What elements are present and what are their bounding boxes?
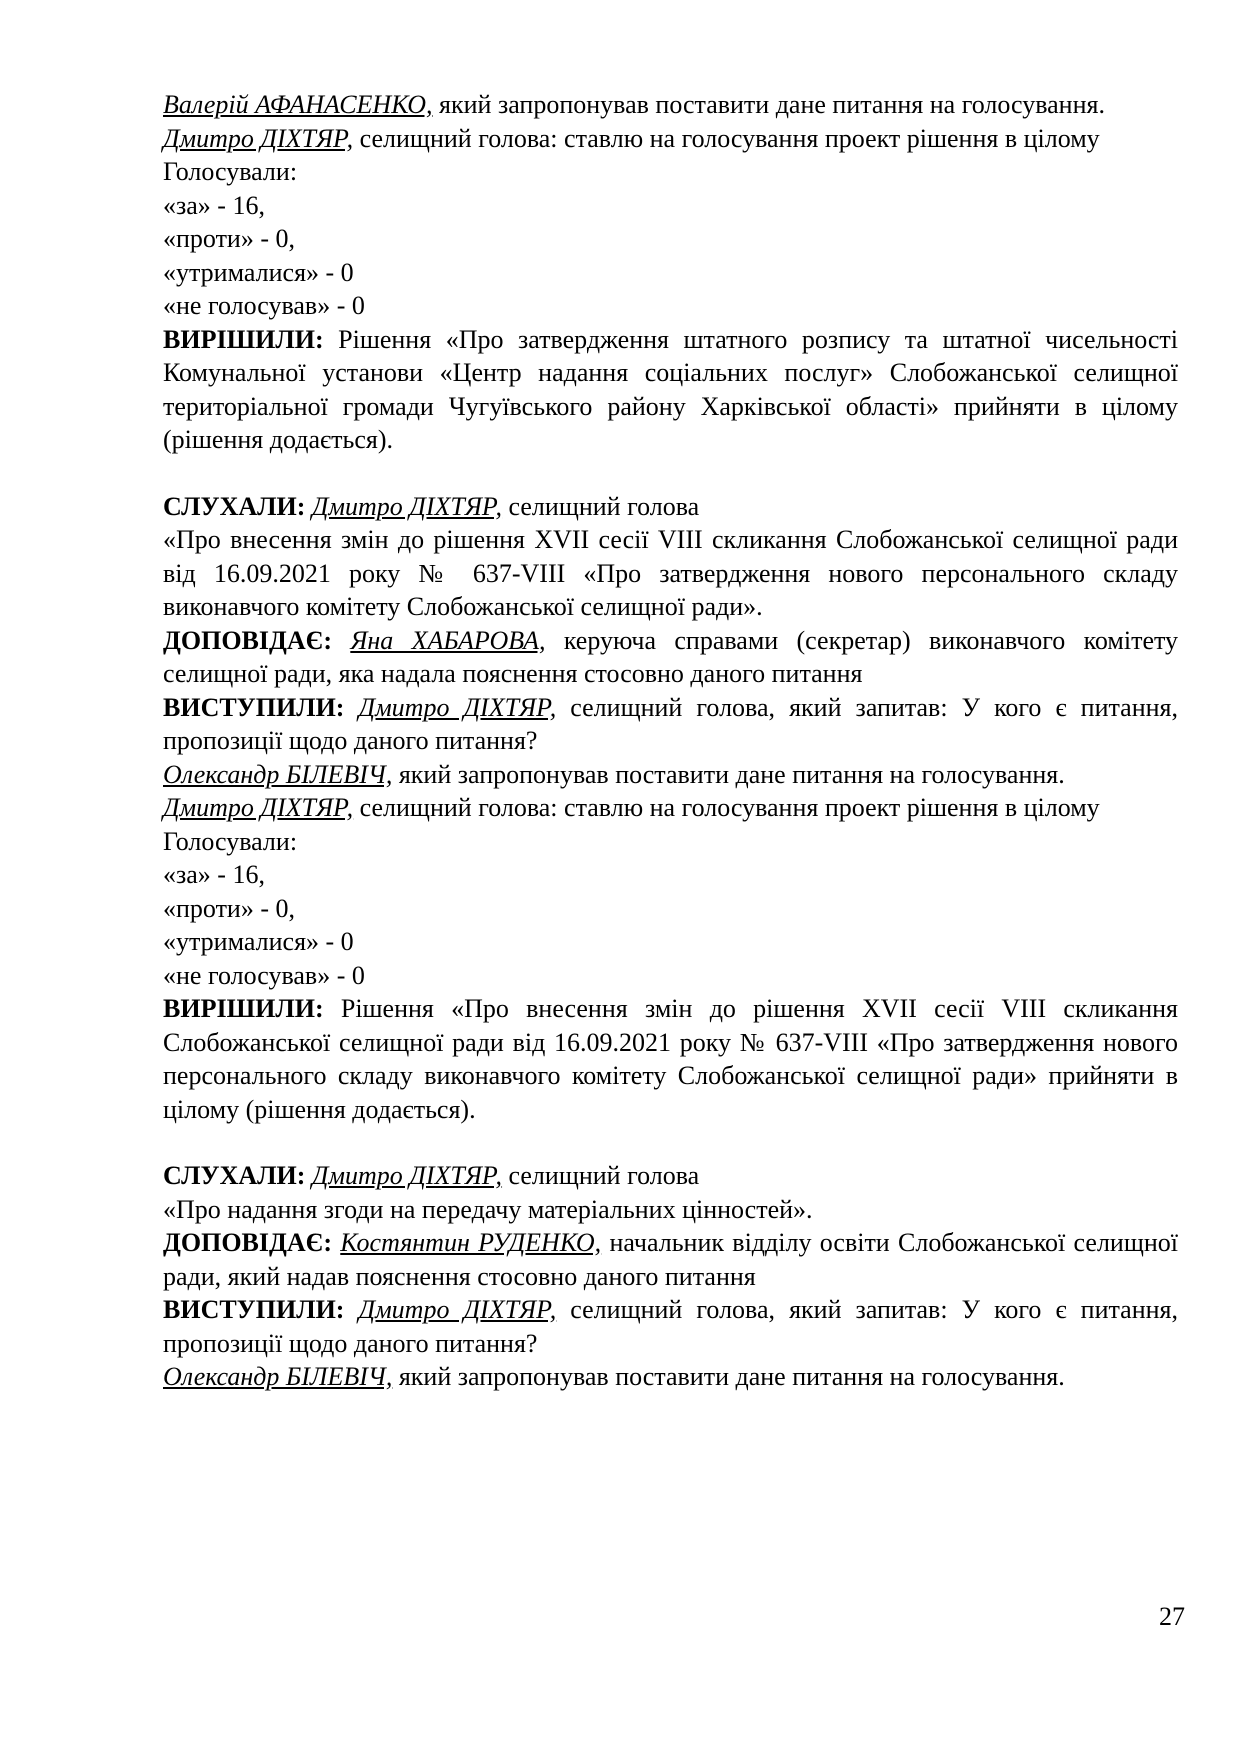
speaker-name: Дмитро ДІХТЯР,	[163, 123, 354, 153]
proposal-paragraph	[163, 758, 1178, 792]
agenda-topic: «Про внесення змін до рішення XVII сесії VIII скликання Слобожанської селищної ради від 16.09.2021 року № 637-VIII «Про затвердження нового персонального складу виконавчого комітету Слобожанської селищної ради».	[163, 525, 1178, 621]
speaker-name: Костянтин РУДЕНКО,	[340, 1228, 602, 1257]
reports-label: ДОПОВІДАЄ:	[163, 1228, 332, 1257]
proposal-text: який запропонував поставити дане питання на голосування.	[392, 759, 1065, 789]
proposal-text: який запропонував поставити дане питання на голосування.	[392, 1362, 1065, 1391]
spoke-paragraph	[163, 1293, 1178, 1360]
speaker-name: Валерій АФАНАСЕНКО,	[163, 90, 433, 119]
votes-against: «проти» - 0,	[163, 893, 296, 923]
votes-heading: Голосували:	[163, 826, 298, 856]
spoke-text: селищний голова, який запитав: У кого є питання, пропозиції щодо даного питання?	[163, 1295, 1179, 1358]
votes-not-voted: «не голосував» - 0	[163, 960, 365, 990]
reports-paragraph	[163, 624, 1178, 691]
agenda-topic: «Про надання згоди на передачу матеріальних цінностей».	[163, 1194, 813, 1224]
speaker-name: Олександр БІЛЕВІЧ,	[163, 759, 393, 789]
heard-label: СЛУХАЛИ:	[163, 1161, 306, 1190]
resolution-text: Рішення «Про внесення змін до рішення XVII сесії VIII скликання Слобожанської селищної ради від 16.09.2021 року № 637-VIII «Про затвердження нового персонального складу виконавчого комітету Слобожанської селищної ради» прийняти в цілому (рішення додається).	[163, 994, 1178, 1124]
resolution-paragraph	[163, 323, 1178, 457]
resolved-label: ВИРІШИЛИ:	[163, 994, 324, 1023]
spoke-paragraph	[163, 691, 1178, 758]
spoke-label: ВИСТУПИЛИ:	[163, 692, 345, 722]
speaker-name: Дмитро ДІХТЯР,	[311, 1161, 503, 1190]
votes-heading: Голосували:	[163, 157, 298, 186]
heard-paragraph	[163, 490, 1178, 524]
speaker-name: Олександр БІЛЕВІЧ,	[163, 1362, 393, 1391]
reports-paragraph	[163, 1226, 1178, 1293]
reports-text: начальник відділу освіти Слобожанської селищної ради, який надав пояснення стосовно даного питання	[163, 1228, 1178, 1291]
proposal-paragraph	[163, 88, 1178, 122]
speaker-name: Дмитро ДІХТЯР,	[311, 491, 503, 521]
proposal-text: який запропонував поставити дане питання на голосування.	[432, 90, 1105, 119]
votes-abstained: «утрималися» - 0	[163, 257, 354, 287]
vote-call-text: селищний голова: ставлю на голосування проект рішення в цілому	[353, 793, 1100, 822]
resolution-text: Рішення «Про затвердження штатного розпису та штатної чисельності Комунальної установи «Центр надання соціальних послуг» Слобожанської селищної територіальної громади Чугуївського району Харківської області» прийняти в цілому (рішення додається).	[163, 324, 1178, 454]
votes-abstained: «утрималися» - 0	[163, 927, 354, 956]
proposal-paragraph	[163, 1360, 1178, 1394]
speaker-name: Дмитро ДІХТЯР,	[358, 692, 557, 722]
votes-against: «проти» - 0,	[163, 224, 296, 253]
votes-not-voted: «не голосував» - 0	[163, 291, 365, 320]
speaker-name: Яна ХАБАРОВА,	[350, 625, 546, 655]
reports-text: керуюча справами (секретар) виконавчого комітету селищної ради, яка надала пояснення стосовно даного питання	[163, 625, 1179, 688]
speaker-name: Дмитро ДІХТЯР,	[358, 1295, 557, 1324]
vote-call-paragraph	[163, 791, 1178, 825]
vote-call-paragraph	[163, 122, 1178, 156]
vote-call-text: селищний голова: ставлю на голосування проект рішення в цілому	[353, 123, 1100, 153]
spoke-label: ВИСТУПИЛИ:	[163, 1295, 345, 1324]
spoke-text: селищний голова, який запитав: У кого є питання, пропозиції щодо даного питання?	[163, 692, 1179, 755]
votes-for: «за» - 16,	[163, 860, 265, 889]
speaker-name: Дмитро ДІХТЯР,	[163, 793, 354, 822]
resolution-paragraph	[163, 992, 1178, 1126]
page-number: 27	[1159, 1602, 1185, 1631]
resolved-label: ВИРІШИЛИ:	[163, 324, 324, 354]
heard-paragraph	[163, 1159, 1178, 1193]
speaker-role: селищний голова	[502, 1161, 700, 1190]
votes-for: «за» - 16,	[163, 190, 265, 220]
reports-label: ДОПОВІДАЄ:	[163, 625, 332, 655]
heard-label: СЛУХАЛИ:	[163, 491, 306, 521]
speaker-role: селищний голова	[502, 491, 700, 521]
